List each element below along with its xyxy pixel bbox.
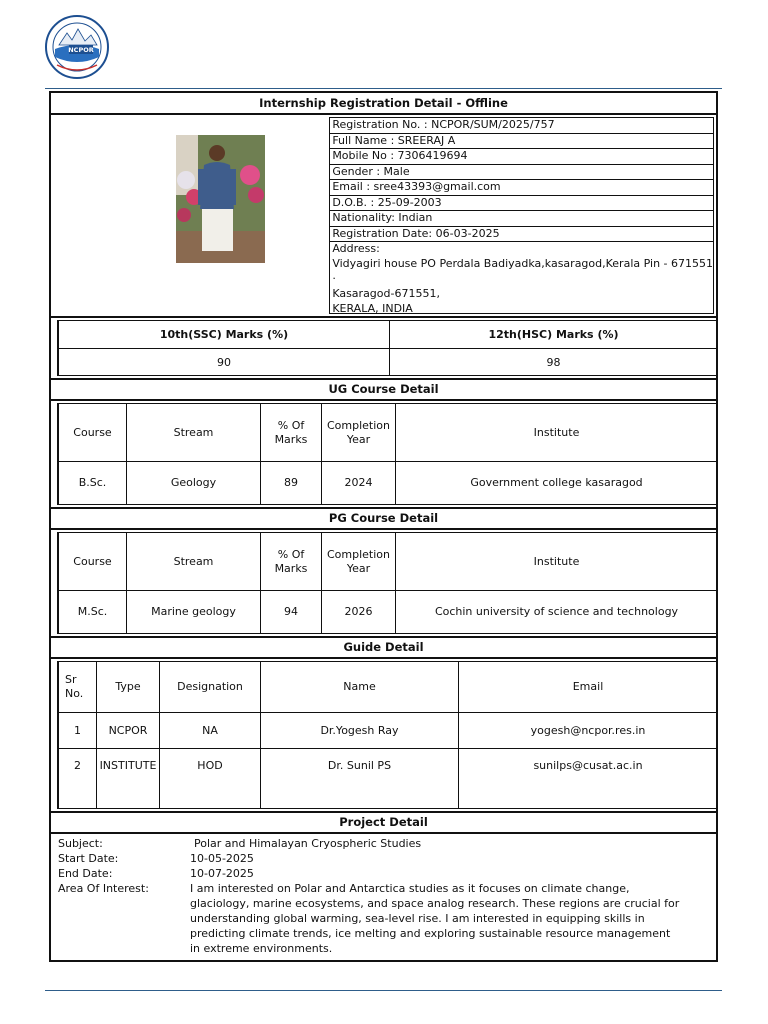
svg-text:NCPOR: NCPOR bbox=[68, 46, 94, 54]
pg-section bbox=[51, 530, 716, 636]
guide-section bbox=[51, 659, 716, 811]
guide-row-2-designation: HOD bbox=[160, 749, 261, 809]
ug-course: B.Sc. bbox=[58, 462, 127, 505]
pg-header-marks: % Of Marks bbox=[261, 533, 322, 591]
guide-header-sr: Sr No. bbox=[58, 662, 97, 713]
project-section-title: Project Detail bbox=[51, 811, 716, 834]
date-of-birth: D.O.B. : 25-09-2003 bbox=[330, 196, 713, 212]
hsc-marks-header: 12th(HSC) Marks (%) bbox=[390, 321, 718, 349]
pg-course: M.Sc. bbox=[58, 591, 127, 634]
applicant-photo bbox=[176, 135, 265, 263]
ug-section-title: UG Course Detail bbox=[51, 378, 716, 401]
document-title: Internship Registration Detail - Offline bbox=[51, 93, 716, 115]
address-line-3: Kasaragod-671551, bbox=[332, 287, 440, 300]
start-date-value: 10-05-2025 bbox=[190, 852, 254, 865]
email: Email : sree43393@gmail.com bbox=[330, 180, 713, 196]
bottom-rule bbox=[45, 990, 722, 991]
registration-document bbox=[49, 91, 718, 962]
mobile-number: Mobile No : 7306419694 bbox=[330, 149, 713, 165]
subject-label: Subject: bbox=[58, 837, 103, 850]
pg-institute: Cochin university of science and technology bbox=[396, 591, 718, 634]
pg-section-title: PG Course Detail bbox=[51, 507, 716, 530]
pg-header-course: Course bbox=[58, 533, 127, 591]
guide-header-name: Name bbox=[261, 662, 459, 713]
end-date-value: 10-07-2025 bbox=[190, 867, 254, 880]
ug-year: 2024 bbox=[322, 462, 396, 505]
ug-institute: Government college kasaragod bbox=[396, 462, 718, 505]
registration-box bbox=[329, 117, 714, 314]
guide-section-title: Guide Detail bbox=[51, 636, 716, 659]
ug-section bbox=[51, 401, 716, 507]
nationality: Nationality: Indian bbox=[330, 211, 713, 227]
applicant-section bbox=[51, 115, 716, 318]
ug-header-institute: Institute bbox=[396, 404, 718, 462]
pg-year: 2026 bbox=[322, 591, 396, 634]
guide-row-1-designation: NA bbox=[160, 713, 261, 749]
address-line-1: Vidyagiri house PO Perdala Badiyadka,kasaragod,Kerala Pin - 671551 bbox=[332, 256, 713, 270]
interest-label: Area Of Interest: bbox=[58, 882, 149, 895]
address-line-4: KERALA, INDIA bbox=[332, 301, 413, 315]
pg-stream: Marine geology bbox=[127, 591, 261, 634]
guide-row-1-sr: 1 bbox=[58, 713, 97, 749]
guide-row-1-name: Dr.Yogesh Ray bbox=[261, 713, 459, 749]
project-section bbox=[51, 834, 716, 960]
pg-marks: 94 bbox=[261, 591, 322, 634]
full-name: Full Name : SREERAJ A bbox=[330, 134, 713, 150]
registration-date: Registration Date: 06-03-2025 bbox=[330, 227, 713, 243]
hsc-marks-value: 98 bbox=[390, 349, 718, 376]
registration-cell bbox=[325, 115, 716, 316]
photo-cell bbox=[51, 115, 325, 316]
guide-header-type: Type bbox=[97, 662, 160, 713]
ug-header-marks: % Of Marks bbox=[261, 404, 322, 462]
pg-header-institute: Institute bbox=[396, 533, 718, 591]
end-date-label: End Date: bbox=[58, 867, 113, 880]
ssc-marks-header: 10th(SSC) Marks (%) bbox=[58, 321, 390, 349]
pg-header-year: Completion Year bbox=[322, 533, 396, 591]
ncpor-logo-icon bbox=[45, 15, 109, 79]
project-end-row bbox=[58, 866, 712, 881]
project-subject-row bbox=[58, 836, 712, 851]
ug-marks: 89 bbox=[261, 462, 322, 505]
guide-row-1-email: yogesh@ncpor.res.in bbox=[459, 713, 718, 749]
guide-row-2-email: sunilps@cusat.ac.in bbox=[459, 749, 718, 809]
ug-stream: Geology bbox=[127, 462, 261, 505]
project-start-row bbox=[58, 851, 712, 866]
subject-value: Polar and Himalayan Cryospheric Studies bbox=[194, 837, 422, 850]
project-interest-row bbox=[58, 881, 712, 956]
guide-header-designation: Designation bbox=[160, 662, 261, 713]
guide-row-2-name: Dr. Sunil PS bbox=[261, 749, 459, 809]
address-line-2: . bbox=[332, 269, 336, 282]
guide-row-2-type: INSTITUTE bbox=[97, 749, 160, 809]
marks-section bbox=[51, 318, 716, 378]
ug-header-course: Course bbox=[58, 404, 127, 462]
ug-header-stream: Stream bbox=[127, 404, 261, 462]
guide-row-2-sr: 2 bbox=[58, 749, 97, 809]
address-label: Address: bbox=[332, 242, 380, 255]
start-date-label: Start Date: bbox=[58, 852, 119, 865]
interest-value: I am interested on Polar and Antarctica studies as it focuses on climate change, glaciology, marine ecosystems, and space analog research. These regions are crucial for understanding global warming, sea-level rise. I am interested in equipping skills in predicting climate trends, ice melting and exploring sustainable resource management in extreme environments. bbox=[190, 882, 680, 955]
ug-header-year: Completion Year bbox=[322, 404, 396, 462]
guide-row-1-type: NCPOR bbox=[97, 713, 160, 749]
ssc-marks-value: 90 bbox=[58, 349, 390, 376]
top-rule bbox=[45, 88, 722, 89]
gender: Gender : Male bbox=[330, 165, 713, 181]
registration-number: Registration No. : NCPOR/SUM/2025/757 bbox=[330, 118, 713, 134]
pg-header-stream: Stream bbox=[127, 533, 261, 591]
guide-header-email: Email bbox=[459, 662, 718, 713]
